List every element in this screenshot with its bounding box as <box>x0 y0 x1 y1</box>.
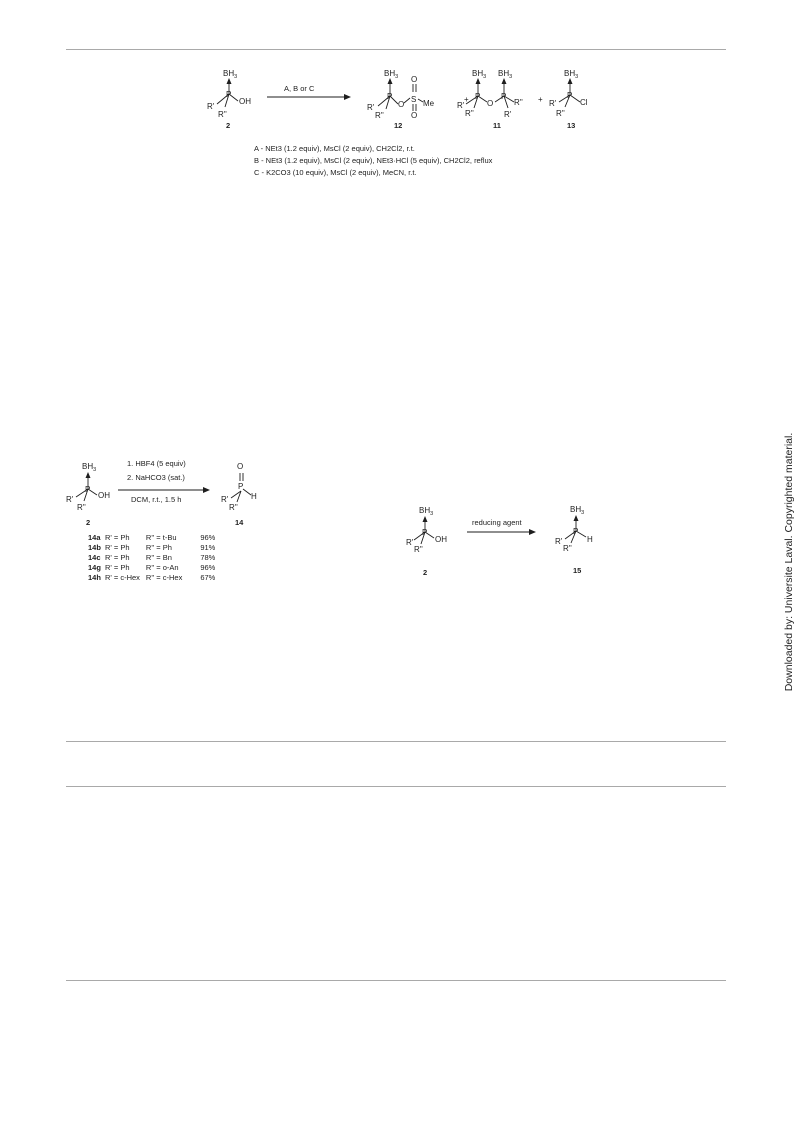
scheme2-sm-label: 2 <box>86 518 91 527</box>
table-row <box>88 543 221 553</box>
substituent-r1: R' = Ph <box>104 563 130 572</box>
compound-id: 14a <box>88 533 101 542</box>
svg-text:R': R' <box>367 103 375 112</box>
svg-text:+: + <box>538 95 543 104</box>
svg-text:R'': R'' <box>218 110 227 119</box>
condition-c: C - K2CO3 (10 equiv), MsCl (2 equiv), MeCN, r.t. <box>254 168 417 177</box>
svg-text:R': R' <box>66 495 74 504</box>
substituent-r1: R' = c-Hex <box>104 573 140 582</box>
svg-text:P: P <box>85 485 91 494</box>
table-row <box>88 573 221 583</box>
svg-text:P: P <box>567 91 573 100</box>
svg-text:R'': R'' <box>229 503 238 512</box>
svg-text:H: H <box>251 492 257 501</box>
svg-text:BH3: $BH_3$ <box>498 69 513 80</box>
download-notice-text: Downloaded by: Universite Laval. Copyrighted material. <box>783 432 795 692</box>
scheme2-yield-table <box>88 533 221 583</box>
svg-text:R': R' <box>549 99 557 108</box>
scheme3-sm-label: 2 <box>423 568 428 577</box>
divider-rule <box>66 786 726 787</box>
svg-text:R': R' <box>504 110 512 119</box>
svg-text:P: P <box>226 90 232 99</box>
svg-text:R': R' <box>207 102 215 111</box>
svg-text:R'': R'' <box>556 109 565 118</box>
svg-text:R'': R'' <box>465 109 474 118</box>
svg-text:R'': R'' <box>375 111 384 120</box>
svg-text:R'': R'' <box>77 503 86 512</box>
table-row <box>88 533 221 543</box>
substituent-r2: R'' = Ph <box>145 543 172 552</box>
svg-text:Me: Me <box>423 99 435 108</box>
substituent-r2: R'' = Bn <box>145 553 172 562</box>
svg-text:BH3: $BH_3$ <box>570 505 585 516</box>
svg-text:P: P <box>475 92 481 101</box>
scheme1-product-13: 13 <box>567 121 576 130</box>
compound-id: 14c <box>88 553 101 562</box>
divider-rule <box>66 741 726 742</box>
svg-text:P: P <box>422 528 428 537</box>
top-rule <box>66 49 726 50</box>
scheme2-step2: 2. NaHCO3 (sat.) <box>127 473 185 482</box>
scheme3-product-label: 15 <box>573 566 582 575</box>
svg-text:O: O <box>411 75 418 84</box>
scheme2-product-label: 14 <box>235 518 244 527</box>
svg-text:R': R' <box>221 495 229 504</box>
substituent-r2: R'' = c-Hex <box>145 573 183 582</box>
svg-text:Cl: Cl <box>580 98 588 107</box>
compound-id: 14g <box>88 563 101 572</box>
substituent-r2: R'' = t-Bu <box>145 533 177 542</box>
yield-value: 96% <box>200 563 216 572</box>
scheme1-arrow-label: A, B or C <box>284 84 315 93</box>
svg-text:R': R' <box>457 101 465 110</box>
scheme1-sm-label: 2 <box>226 121 231 130</box>
scheme1-product-12: 12 <box>394 121 403 130</box>
table-row <box>88 553 221 563</box>
substituent-r2: R'' = o-An <box>145 563 179 572</box>
svg-text:P: P <box>573 527 579 536</box>
substituent-r1: R' = Ph <box>104 533 130 542</box>
scheme3-arrow-label: reducing agent <box>472 518 522 527</box>
yield-value: 67% <box>200 573 216 582</box>
svg-text:OH: OH <box>435 535 447 544</box>
divider-rule <box>66 980 726 981</box>
svg-text:BH3: $BH_3$ <box>419 506 434 517</box>
svg-text:BH3: $BH_3$ <box>82 462 97 473</box>
svg-text:O: O <box>487 99 494 108</box>
scheme1-product-11: 11 <box>493 121 501 130</box>
svg-text:P: P <box>501 92 507 101</box>
yield-value: 96% <box>200 533 216 542</box>
svg-text:BH3: $BH_3$ <box>564 69 579 80</box>
yield-value: 78% <box>200 553 216 562</box>
svg-text:R'': R'' <box>414 545 423 554</box>
svg-text:OH: OH <box>239 97 251 106</box>
scheme2-step3: DCM, r.t., 1.5 h <box>131 495 182 504</box>
svg-text:R': R' <box>406 538 414 547</box>
condition-a: A - NEt3 (1.2 equiv), MsCl (2 equiv), CH2Cl2, r.t. <box>254 144 415 153</box>
scheme3-graphic <box>395 500 610 560</box>
svg-text:BH3: $BH_3$ <box>472 69 487 80</box>
svg-text:O: O <box>237 462 244 471</box>
svg-text:P: P <box>387 92 393 101</box>
svg-text:O: O <box>398 100 405 109</box>
svg-text:S: S <box>411 95 417 104</box>
svg-text:R'': R'' <box>563 544 572 553</box>
substituent-r1: R' = Ph <box>104 553 130 562</box>
substituent-r1: R' = Ph <box>104 543 130 552</box>
svg-text:OH: OH <box>98 491 110 500</box>
svg-text:BH3: $BH_3$ <box>384 69 399 80</box>
scheme2-step1: 1. HBF4 (5 equiv) <box>127 459 186 468</box>
condition-b: B - NEt3 (1.2 equiv), MsCl (2 equiv), NEt3·HCl (5 equiv), CH2Cl2, reflux <box>254 156 493 165</box>
svg-text:H: H <box>587 535 593 544</box>
compound-id: 14b <box>88 543 101 552</box>
yield-value: 91% <box>200 543 216 552</box>
svg-text:P: P <box>238 482 244 491</box>
compound-id: 14h <box>88 573 101 582</box>
svg-text:+: + <box>464 95 469 104</box>
svg-text:O: O <box>411 111 418 120</box>
svg-text:BH3: $BH_3$ <box>223 69 238 80</box>
table-row <box>88 563 221 573</box>
download-notice <box>781 432 797 692</box>
svg-text:R'': R'' <box>514 98 523 107</box>
svg-text:R': R' <box>555 537 563 546</box>
